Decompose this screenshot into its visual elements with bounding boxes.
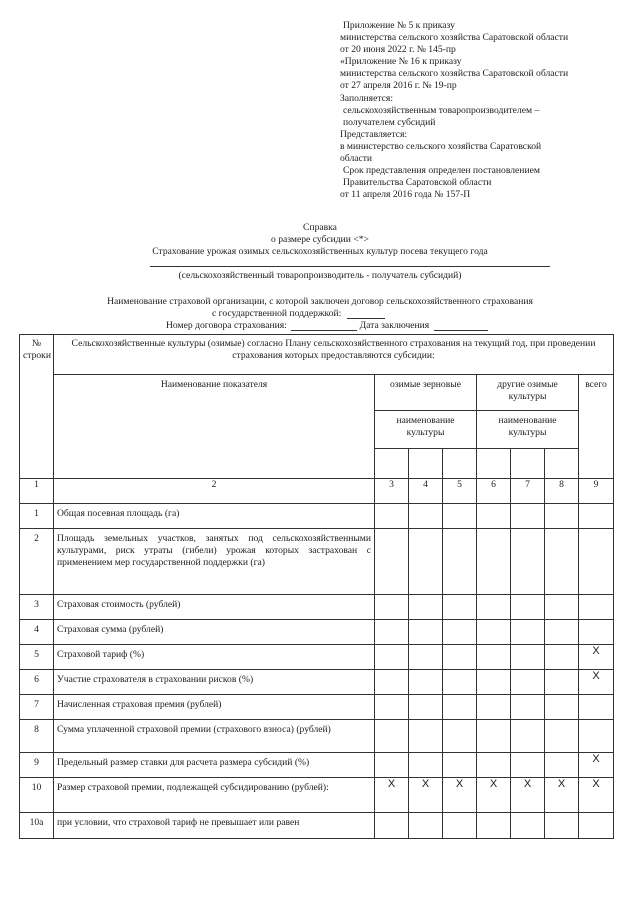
recipient-line xyxy=(150,266,550,267)
insurer-blank xyxy=(347,309,385,319)
value-cell xyxy=(443,529,477,595)
header-line: Приложение № 5 к приказу xyxy=(343,20,455,31)
value-cell xyxy=(477,720,511,753)
row-number: 10а xyxy=(20,813,54,839)
doc-heading: Страхование урожая озимых сельскохозяйственных культур посева текущего года xyxy=(152,246,488,257)
value-cell xyxy=(511,670,545,695)
mark-cell: X xyxy=(579,670,614,695)
empty-cell xyxy=(409,449,443,479)
value-cell xyxy=(579,504,614,529)
indicator-name: Страховая сумма (рублей) xyxy=(54,620,375,645)
column-number: 6 xyxy=(477,479,511,504)
value-cell xyxy=(409,645,443,670)
contract-number-blank xyxy=(291,321,357,331)
value-cell xyxy=(545,529,579,595)
table-body xyxy=(20,504,614,839)
table-row xyxy=(20,720,614,753)
empty-cell xyxy=(545,449,579,479)
row-number: 5 xyxy=(20,645,54,670)
header-line: области xyxy=(340,153,373,165)
indicator-name: Сумма уплаченной страховой премии (страхового взноса) (рублей) xyxy=(54,720,375,753)
header-line: получателем субсидий xyxy=(343,116,436,128)
value-cell xyxy=(375,720,409,753)
table-row xyxy=(20,778,614,813)
value-cell xyxy=(375,504,409,529)
value-cell xyxy=(579,620,614,645)
header-line: в министерство сельского хозяйства Саратовской xyxy=(340,140,542,152)
doc-title: Справка xyxy=(303,222,337,233)
header-crop-name: наименование культуры xyxy=(477,411,579,449)
value-cell xyxy=(375,529,409,595)
column-number: 7 xyxy=(511,479,545,504)
header-row-number: № строки xyxy=(20,335,54,479)
table-row xyxy=(20,620,614,645)
value-cell xyxy=(477,504,511,529)
value-cell xyxy=(443,595,477,620)
row-number: 6 xyxy=(20,670,54,695)
value-cell xyxy=(579,695,614,720)
value-cell xyxy=(477,529,511,595)
value-cell xyxy=(579,813,614,839)
row-number: 2 xyxy=(20,529,54,595)
mark-cell: X xyxy=(443,778,477,813)
column-number: 3 xyxy=(375,479,409,504)
value-cell xyxy=(545,504,579,529)
contract-date-label: Дата заключения xyxy=(359,320,430,331)
value-cell xyxy=(375,620,409,645)
value-cell xyxy=(477,813,511,839)
value-cell xyxy=(477,670,511,695)
mark-cell: X xyxy=(545,778,579,813)
indicator-name: Начисленная страховая премия (рублей) xyxy=(54,695,375,720)
header-indicator: Наименование показателя xyxy=(54,375,375,479)
column-number: 9 xyxy=(579,479,614,504)
value-cell xyxy=(511,620,545,645)
header-line: Представляется: xyxy=(340,128,408,140)
indicator-name: Общая посевная площадь (га) xyxy=(54,504,375,529)
value-cell xyxy=(511,529,545,595)
value-cell xyxy=(545,753,579,778)
column-number: 2 xyxy=(54,479,375,504)
value-cell xyxy=(409,720,443,753)
value-cell xyxy=(477,595,511,620)
table-header-row xyxy=(20,375,614,411)
value-cell xyxy=(511,753,545,778)
value-cell xyxy=(477,620,511,645)
value-cell xyxy=(443,620,477,645)
value-cell xyxy=(409,813,443,839)
mark-cell: X xyxy=(579,753,614,778)
value-cell xyxy=(409,504,443,529)
document-header xyxy=(340,20,610,201)
header-line: Срок представления определен постановлением xyxy=(343,165,540,177)
indicator-name: Размер страховой премии, подлежащей субсидированию (рублей): xyxy=(54,778,375,813)
value-cell xyxy=(579,720,614,753)
value-cell xyxy=(511,595,545,620)
header-line: сельскохозяйственным товаропроизводителем – xyxy=(343,104,540,116)
table-row xyxy=(20,753,614,778)
value-cell xyxy=(375,813,409,839)
row-number: 9 xyxy=(20,753,54,778)
header-line: от 20 июня 2022 г. № 145-пр xyxy=(340,44,456,56)
header-line: «Приложение № 16 к приказу xyxy=(340,56,462,68)
value-cell xyxy=(511,504,545,529)
value-cell xyxy=(375,670,409,695)
value-cell xyxy=(511,720,545,753)
contract-date-blank xyxy=(434,321,488,331)
column-number: 1 xyxy=(20,479,54,504)
row-number: 3 xyxy=(20,595,54,620)
recipient-caption: (сельскохозяйственный товаропроизводитель - получатель субсидий) xyxy=(178,270,462,281)
mark-cell: X xyxy=(477,778,511,813)
mark-cell: X xyxy=(511,778,545,813)
value-cell xyxy=(443,645,477,670)
indicator-name: Страховой тариф (%) xyxy=(54,645,375,670)
value-cell xyxy=(545,620,579,645)
value-cell xyxy=(443,670,477,695)
header-line: Правительства Саратовской области xyxy=(343,177,492,189)
insurer-label: Наименование страховой организации, с которой заключен договор сельскохозяйственного страхования xyxy=(107,296,533,307)
value-cell xyxy=(409,753,443,778)
indicator-name: Страховая стоимость (рублей) xyxy=(54,595,375,620)
subsidy-table xyxy=(19,334,614,839)
mark-cell: X xyxy=(579,778,614,813)
empty-cell xyxy=(477,449,511,479)
value-cell xyxy=(375,695,409,720)
value-cell xyxy=(579,595,614,620)
header-total: всего xyxy=(579,375,614,479)
indicator-name: Площадь земельных участков, занятых под сельскохозяйственными культурами, риск утраты (гибели) урожая которых застрахован с применением мер государственной поддержки (га) xyxy=(54,529,375,595)
header-line: Заполняется: xyxy=(340,92,393,104)
header-line: от 11 апреля 2016 года № 157-П xyxy=(340,189,471,201)
table-row xyxy=(20,595,614,620)
value-cell xyxy=(579,529,614,595)
header-other-winter: другие озимые культуры xyxy=(477,375,579,411)
value-cell xyxy=(409,595,443,620)
header-line: министерства сельского хозяйства Саратовской области xyxy=(340,68,569,80)
value-cell xyxy=(409,620,443,645)
header-line: министерства сельского хозяйства Саратовской области xyxy=(340,32,569,44)
table-row xyxy=(20,813,614,839)
column-number: 8 xyxy=(545,479,579,504)
indicator-name: Предельный размер ставки для расчета размера субсидий (%) xyxy=(54,753,375,778)
table-row xyxy=(20,504,614,529)
value-cell xyxy=(375,645,409,670)
value-cell xyxy=(375,753,409,778)
contract-number-label: Номер договора страхования: xyxy=(166,320,287,331)
row-number: 10 xyxy=(20,778,54,813)
column-number-row xyxy=(20,479,614,504)
empty-cell xyxy=(375,449,409,479)
value-cell xyxy=(477,695,511,720)
indicator-name: Участие страхователя в страховании рисков (%) xyxy=(54,670,375,695)
value-cell xyxy=(375,595,409,620)
indicator-name: при условии, что страховой тариф не превышает или равен xyxy=(54,813,375,839)
empty-cell xyxy=(511,449,545,479)
row-number: 7 xyxy=(20,695,54,720)
table-row xyxy=(20,695,614,720)
value-cell xyxy=(545,695,579,720)
column-number: 5 xyxy=(443,479,477,504)
value-cell xyxy=(511,813,545,839)
table-row xyxy=(20,645,614,670)
value-cell xyxy=(443,753,477,778)
value-cell xyxy=(443,720,477,753)
doc-subtitle: о размере субсидии <*> xyxy=(271,234,369,245)
insurer-label-cont xyxy=(212,308,385,319)
table-header-row xyxy=(20,335,614,375)
column-number: 4 xyxy=(409,479,443,504)
header-line: от 27 апреля 2016 г. № 19-пр xyxy=(340,80,457,92)
row-number: 1 xyxy=(20,504,54,529)
value-cell xyxy=(409,529,443,595)
value-cell xyxy=(545,645,579,670)
value-cell xyxy=(409,695,443,720)
value-cell xyxy=(477,753,511,778)
contract-line xyxy=(166,320,488,331)
value-cell xyxy=(477,645,511,670)
value-cell xyxy=(545,595,579,620)
value-cell xyxy=(511,695,545,720)
header-crop-name: наименование культуры xyxy=(375,411,477,449)
mark-cell: X xyxy=(409,778,443,813)
value-cell xyxy=(545,813,579,839)
value-cell xyxy=(443,813,477,839)
value-cell xyxy=(511,645,545,670)
table-row xyxy=(20,529,614,595)
header-crops-caption: Сельскохозяйственные культуры (озимые) согласно Плану сельскохозяйственного страхования на текущий год, при проведении страхования которых предоставляются субсидии: xyxy=(54,335,614,375)
empty-cell xyxy=(443,449,477,479)
value-cell xyxy=(545,670,579,695)
table-row xyxy=(20,670,614,695)
insurer-label-cont-text: с государственной поддержкой: xyxy=(212,308,342,319)
value-cell xyxy=(443,695,477,720)
row-number: 8 xyxy=(20,720,54,753)
value-cell xyxy=(409,670,443,695)
header-winter-grain: озимые зерновые xyxy=(375,375,477,411)
value-cell xyxy=(545,720,579,753)
mark-cell: X xyxy=(579,645,614,670)
value-cell xyxy=(443,504,477,529)
mark-cell: X xyxy=(375,778,409,813)
row-number: 4 xyxy=(20,620,54,645)
